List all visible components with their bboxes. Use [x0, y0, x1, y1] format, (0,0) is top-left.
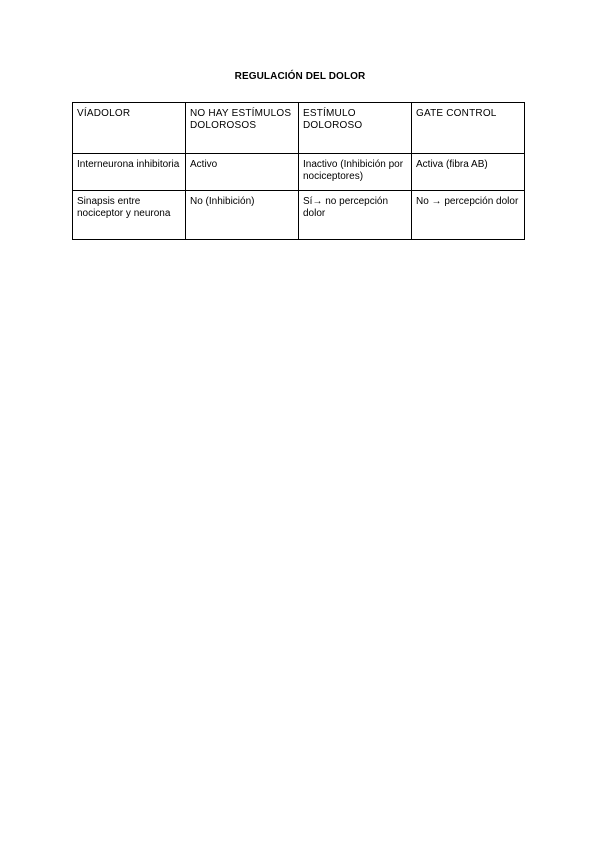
header-label: NO HAY ESTÍMULOS DOLOROSOS	[190, 108, 292, 131]
table-row	[73, 191, 525, 240]
header-label: GATE CONTROL	[416, 108, 497, 119]
page-title: REGULACIÓN DEL DOLOR	[234, 71, 366, 82]
table-cell: No → percepción dolor	[412, 191, 525, 240]
header-cell-gate-control	[412, 103, 525, 154]
header-label: ESTÍMULO DOLOROSO	[303, 108, 363, 131]
header-label: VÍADOLOR	[77, 108, 131, 119]
header-cell-painful-stimulus	[299, 103, 412, 154]
table-header-row	[73, 103, 525, 154]
table-cell: Inactivo (Inhibición por nociceptores)	[299, 154, 412, 191]
regulation-table	[72, 102, 525, 240]
table-cell: Activo	[186, 154, 299, 191]
table-cell: Sinapsis entre nociceptor y neurona	[73, 191, 186, 240]
table-cell: Sí→ no percepción dolor	[299, 191, 412, 240]
table-row	[73, 154, 525, 191]
header-cell-no-stimulus	[186, 103, 299, 154]
table-cell: No (Inhibición)	[186, 191, 299, 240]
table-cell: Interneurona inhibitoria	[73, 154, 186, 191]
table-cell: Activa (fibra AB)	[412, 154, 525, 191]
header-cell-via-dolor	[73, 103, 186, 154]
